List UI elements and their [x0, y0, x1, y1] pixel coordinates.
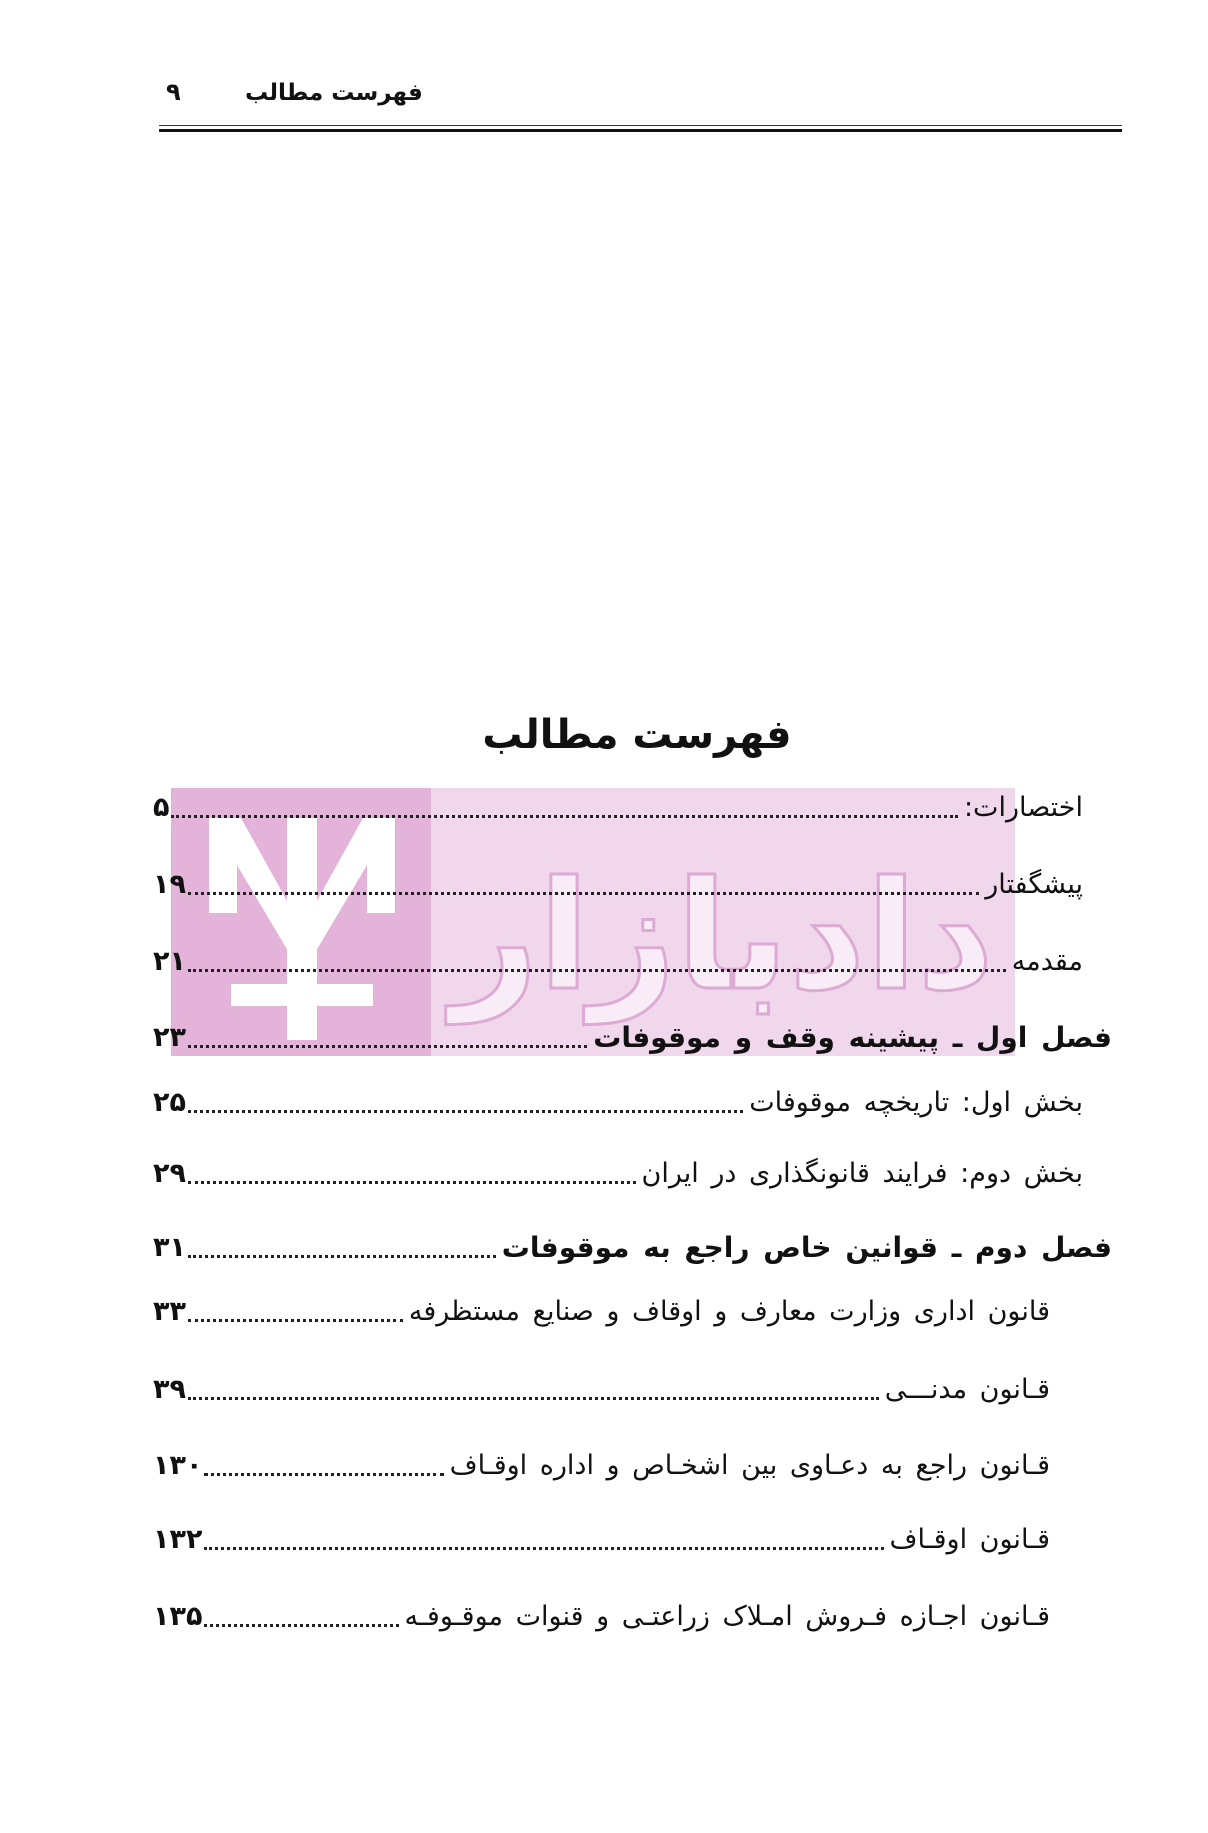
- toc-entry-civil-law: [153, 1368, 1050, 1412]
- toc-entry-title: قـانون راجع به دعـاوی بین اشخـاص و اداره اوقـاف: [449, 1450, 1050, 1481]
- toc-entry-title: فصل اول ـ پیشینه وقف و موقوفات: [593, 1021, 1112, 1054]
- toc-page-number: ۲۳: [153, 1022, 186, 1053]
- toc-entry-endowments-law: [153, 1518, 1050, 1562]
- toc-entry-title: پیشگفتار: [985, 869, 1083, 900]
- toc-entry-law-ministry-education-endowments: [153, 1290, 1050, 1334]
- toc-page-number: ۲۹: [153, 1158, 186, 1189]
- toc-entry-title: فصل دوم ـ قوانین خاص راجع به موقوفات: [501, 1231, 1112, 1264]
- toc-page-number: ۲۵: [153, 1087, 186, 1118]
- toc-page-number: ۱۳۲: [153, 1524, 203, 1555]
- dot-leader: [188, 1110, 743, 1113]
- toc-entry-title: قانون اداری وزارت معارف و اوقاف و صنایع مستظرفه: [408, 1296, 1050, 1327]
- page-title: فهرست مطالب: [482, 712, 792, 758]
- toc-page-number: ۲۱: [153, 946, 186, 977]
- toc-entry-title: مقدمه: [1011, 946, 1083, 977]
- dot-leader: [188, 1181, 636, 1184]
- toc-entry-title: بخش اول: تاریخچه موقوفات: [749, 1087, 1083, 1118]
- toc-page-number: ۱۳۵: [153, 1601, 203, 1632]
- dot-leader: [188, 1319, 403, 1322]
- header-rule: [159, 125, 1122, 126]
- toc-entry-chapter-2: [153, 1226, 1112, 1270]
- dot-leader: [188, 969, 1006, 972]
- toc-entry-section-2: [153, 1152, 1083, 1196]
- toc-entry-abbreviations: [153, 786, 1083, 830]
- toc-entry-chapter-1: [153, 1016, 1112, 1060]
- toc-page-number: ۱۹: [153, 869, 186, 900]
- dot-leader: [204, 1547, 883, 1550]
- toc-entry-introduction: [153, 940, 1083, 984]
- toc-entry-foreword: [153, 863, 1083, 907]
- dot-leader: [188, 1397, 879, 1400]
- toc-page-number: ۱۳۰: [153, 1450, 203, 1481]
- watermark-text: دادبازار: [451, 850, 995, 1024]
- dot-leader: [188, 892, 979, 895]
- toc-entry-title: اختصارات:: [963, 792, 1083, 823]
- toc-entry-law-sale-permit: [153, 1595, 1050, 1639]
- toc-entry-title: بخش دوم: فرایند قانونگذاری در ایران: [641, 1158, 1083, 1189]
- dot-leader: [188, 1045, 587, 1048]
- toc-entry-title: قـانون اوقـاف: [889, 1524, 1050, 1555]
- toc-page-number: ۳۹: [153, 1374, 186, 1405]
- dot-leader: [188, 1255, 496, 1258]
- dot-leader: [204, 1473, 443, 1476]
- header-rule-thick: [159, 129, 1122, 132]
- dot-leader: [204, 1624, 398, 1627]
- running-header-title: فهرست مطالب: [245, 80, 423, 106]
- running-header-page-number: ۹: [166, 78, 181, 106]
- toc-entry-law-disputes-endowments: [153, 1444, 1050, 1488]
- toc-entry-title: قـانون اجـازه فـروش امـلاک زراعتـی و قنوات موقـوفـه: [404, 1601, 1050, 1632]
- toc-page-number: ۳۳: [153, 1296, 186, 1327]
- toc-entry-section-1: [153, 1081, 1083, 1125]
- toc-page-number: ۵: [153, 792, 170, 823]
- toc-page-number: ۳۱: [153, 1232, 186, 1263]
- toc-entry-title: قـانون مدنـــی: [884, 1374, 1050, 1405]
- dot-leader: [171, 815, 957, 818]
